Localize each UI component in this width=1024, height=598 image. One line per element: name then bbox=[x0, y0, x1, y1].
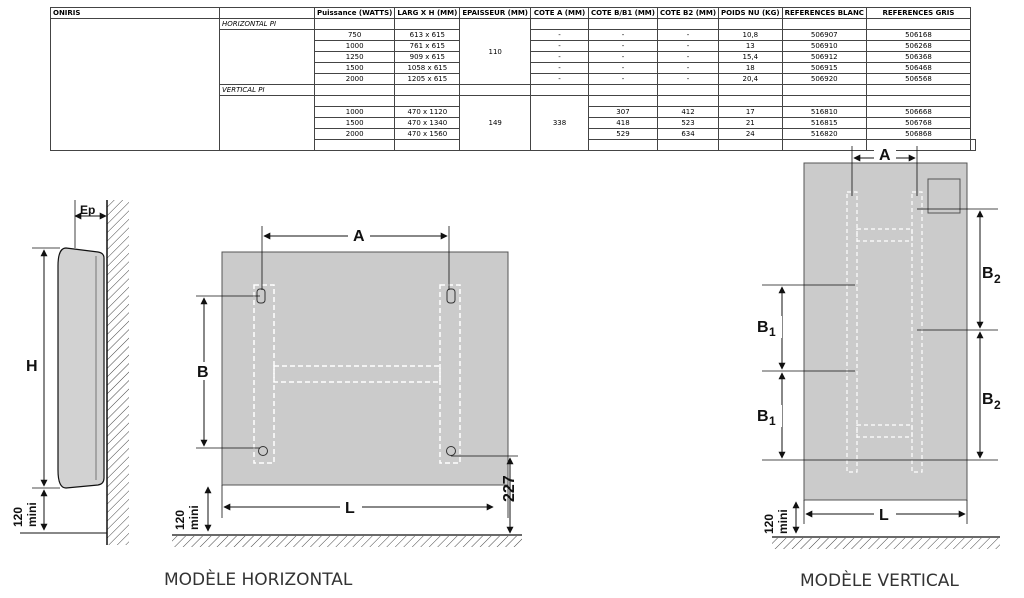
header-cell: COTE B2 (MM) bbox=[657, 8, 718, 19]
table-row: 1500 1058 x 615 - - - 18 506915 506468 bbox=[51, 63, 976, 74]
v-b1-lower-sub: 1 bbox=[769, 414, 776, 428]
header-cell: COTE A (MM) bbox=[531, 8, 589, 19]
v-a-label: A bbox=[879, 147, 891, 164]
header-cell: POIDS NU (KG) bbox=[719, 8, 783, 19]
table-row: 1000 470 x 1120 307 412 17 516810 506668 bbox=[51, 107, 976, 118]
table-row: 2000 1205 x 615 - - - 20,4 506920 506568 bbox=[51, 74, 976, 85]
v-l-label: L bbox=[879, 507, 889, 524]
h-label: H bbox=[26, 358, 38, 375]
side-mini-word: mini bbox=[25, 502, 39, 527]
cote-a-vertical: 338 bbox=[531, 96, 589, 151]
horizontal-caption: MODÈLE HORIZONTAL bbox=[164, 570, 353, 590]
v-b2-upper-label: B bbox=[982, 265, 994, 282]
horizontal-section-label: HORIZONTAL PI bbox=[220, 19, 315, 30]
wall-hatch bbox=[107, 200, 129, 545]
table-row: 2000 470 x 1560 529 634 24 516820 506868 bbox=[51, 129, 976, 140]
vertical-model bbox=[756, 144, 1009, 591]
h-mini-word: mini bbox=[187, 505, 201, 530]
h-floor-hatch bbox=[172, 536, 522, 547]
epaisseur-horizontal: 110 bbox=[460, 19, 531, 85]
table-row: 1500 470 x 1340 418 523 21 516815 506768 bbox=[51, 118, 976, 129]
vertical-caption: MODÈLE VERTICAL bbox=[800, 571, 959, 591]
header-cell: Puissance (WATTS) bbox=[315, 8, 395, 19]
h-227-label: 227 bbox=[501, 475, 518, 502]
header-cell: ONIRIS bbox=[51, 8, 220, 19]
table-row: 1250 909 x 615 - - - 15,4 506912 506368 bbox=[51, 52, 976, 63]
ep-label: Ep bbox=[80, 203, 96, 217]
header-cell: REFERENCES GRIS bbox=[866, 8, 970, 19]
side-view bbox=[11, 200, 129, 545]
h-l-label: L bbox=[345, 500, 355, 517]
header-cell: EPAISSEUR (MM) bbox=[460, 8, 531, 19]
v-b2-upper-sub: 2 bbox=[994, 272, 1001, 286]
v-mini-value: 120 bbox=[762, 513, 776, 534]
h-b-label: B bbox=[197, 364, 209, 381]
header-cell: LARG X H (MM) bbox=[395, 8, 460, 19]
epaisseur-vertical: 149 bbox=[460, 96, 531, 151]
horizontal-radiator-panel bbox=[222, 252, 508, 485]
v-mini-word: mini bbox=[776, 509, 790, 534]
h-a-label: A bbox=[353, 228, 365, 245]
header-cell: COTE B/B1 (MM) bbox=[589, 8, 658, 19]
h-mini-value: 120 bbox=[173, 509, 187, 530]
header-cell: REFERENCES BLANC bbox=[782, 8, 866, 19]
v-b1-upper-label: B bbox=[757, 319, 769, 336]
table-row: 750 613 x 615 - - - 10,8 506907 506168 bbox=[51, 30, 976, 41]
horizontal-model bbox=[164, 226, 522, 590]
v-b1-upper-sub: 1 bbox=[769, 325, 776, 339]
v-floor-hatch bbox=[772, 538, 1000, 549]
v-b2-lower-sub: 2 bbox=[994, 398, 1001, 412]
table-row: 1000 761 x 615 - - - 13 506910 506268 bbox=[51, 41, 976, 52]
vertical-radiator-panel bbox=[804, 163, 967, 500]
side-mini-value: 120 bbox=[11, 506, 25, 527]
v-b2-lower-label: B bbox=[982, 391, 994, 408]
v-b1-lower-label: B bbox=[757, 408, 769, 425]
radiator-side-profile bbox=[58, 248, 104, 488]
vertical-section-label: VERTICAL PI bbox=[220, 85, 315, 96]
